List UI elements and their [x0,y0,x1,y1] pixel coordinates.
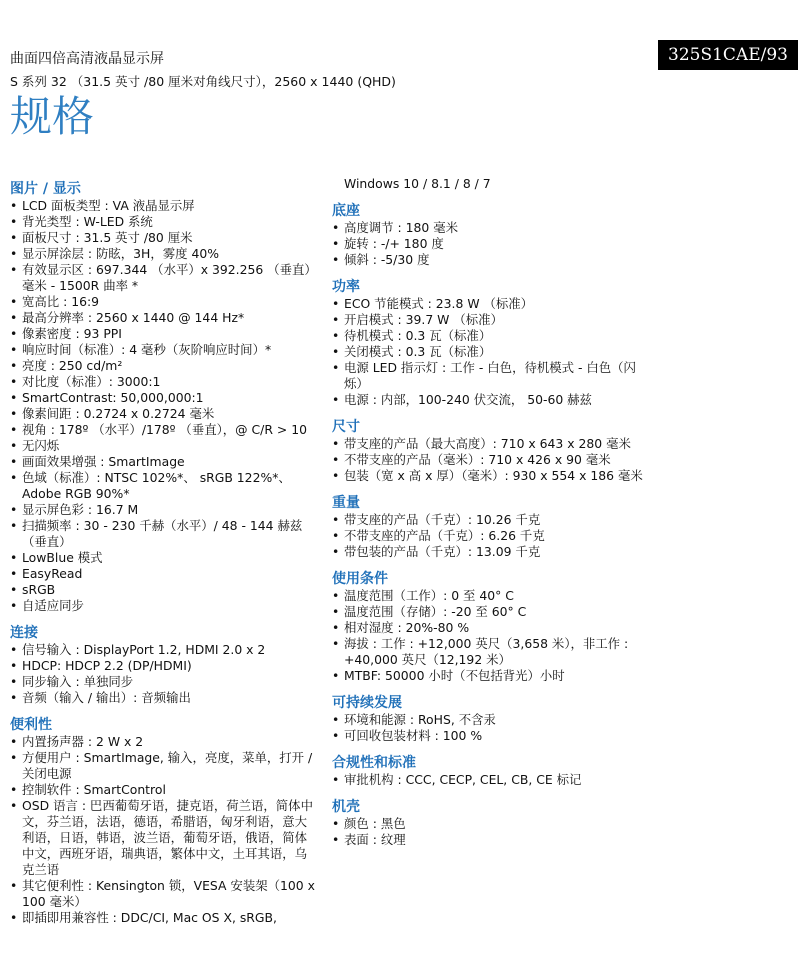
spec-item: • 包装（宽 x 高 x 厚）（毫米）: 930 x 554 x 186 毫米 [332,468,652,484]
spec-item: • 待机模式 : 0.3 瓦（标准） [332,328,652,344]
spec-item: • 内置扬声器 : 2 W x 2 [10,734,316,750]
spec-item: • 最高分辨率 : 2560 x 1440 @ 144 Hz* [10,310,316,326]
right-spec-column [332,176,652,848]
spec-item: • HDCP: HDCP 2.2 (DP/HDMI) [10,658,316,674]
spec-item: • LCD 面板类型 : VA 液晶显示屏 [10,198,316,214]
spec-item: • 审批机构 : CCC, CECP, CEL, CB, CE 标记 [332,772,652,788]
spec-item: • 亮度 : 250 cd/m² [10,358,316,374]
spec-item: • 即插即用兼容性 : DDC/CI, Mac OS X, sRGB, [10,910,316,926]
spec-item: • 宽高比 : 16:9 [10,294,316,310]
spec-item: • 温度范围（存储）: -20 至 60° C [332,604,652,620]
spec-item: • 环境和能源 : RoHS, 不含汞 [332,712,652,728]
spec-item: • 同步输入 : 单独同步 [10,674,316,690]
spec-item: • 不带支座的产品（千克）: 6.26 千克 [332,528,652,544]
section-title: 合规性和标准 [332,755,416,771]
spec-item: • 显示屏色彩 : 16.7 M [10,502,316,518]
spec-item: • 面板尺寸 : 31.5 英寸 /80 厘米 [10,230,316,246]
spec-item: • 表面 : 纹理 [332,832,652,848]
spec-item: • 关闭模式 : 0.3 瓦（标准） [332,344,652,360]
section-title: 底座 [332,203,360,219]
spec-item: • 扫描频率 : 30 - 230 千赫（水平）/ 48 - 144 赫兹（垂直） [10,518,316,550]
section-title: 使用条件 [332,571,388,587]
left-spec-column [10,176,316,926]
product-name: 曲面四倍高清液晶显示屏 [10,51,164,67]
section-title: 功率 [332,279,360,295]
model-number-badge: 325S1CAE/93 [658,40,798,70]
spec-item: • 颜色 : 黑色 [332,816,652,832]
spec-item: • 控制软件 : SmartControl [10,782,316,798]
spec-item: • 高度调节 : 180 毫米 [332,220,652,236]
page-title: 规格 [10,92,95,141]
spec-item: • 响应时间（标准）: 4 毫秒（灰阶响应时间）* [10,342,316,358]
spec-item: • 倾斜 : -5/30 度 [332,252,652,268]
section-title: 连接 [10,625,38,641]
spec-item: • 画面效果增强 : SmartImage [10,454,316,470]
spec-item: • 自适应同步 [10,598,316,614]
spec-item: • EasyRead [10,566,316,582]
spec-item: • 显示屏涂层 : 防眩，3H，雾度 40% [10,246,316,262]
spec-item: • 相对湿度 : 20%-80 % [332,620,652,636]
spec-item: • 像素间距 : 0.2724 x 0.2724 毫米 [10,406,316,422]
section-title: 图片 / 显示 [10,181,81,197]
spec-item: • 旋转 : -/+ 180 度 [332,236,652,252]
spec-item: • sRGB [10,582,316,598]
spec-item: • 海拔 : 工作 : +12,000 英尺（3,658 米），非工作 : +40,000 英尺（12,192 米） [332,636,652,668]
spec-item: • SmartContrast: 50,000,000:1 [10,390,316,406]
spec-item: • 无闪烁 [10,438,316,454]
spec-item: • 方便用户 : SmartImage, 输入，亮度，菜单，打开 / 关闭电源 [10,750,316,782]
spec-item: • 背光类型 : W-LED 系统 [10,214,316,230]
section-title: 机壳 [332,799,360,815]
spec-item: • MTBF: 50000 小时（不包括背光）小时 [332,668,652,684]
spec-item: • 色域（标准）: NTSC 102%*、 sRGB 122%*、Adobe RGB 90%* [10,470,316,502]
spec-item: • 视角 : 178º （水平）/178º （垂直），@ C/R > 10 [10,422,316,438]
spec-item: • 电源 : 内部，100-240 伏交流， 50-60 赫兹 [332,392,652,408]
spec-item: • 像素密度 : 93 PPI [10,326,316,342]
spec-item: • 不带支座的产品（毫米）: 710 x 426 x 90 毫米 [332,452,652,468]
spec-item: • 开启模式 : 39.7 W （标准） [332,312,652,328]
spec-item: • 可回收包装材料 : 100 % [332,728,652,744]
spec-item: • 带包装的产品（千克）: 13.09 千克 [332,544,652,560]
spec-item: • 电源 LED 指示灯 : 工作 - 白色，待机模式 - 白色（闪烁） [332,360,652,392]
spec-item: • 其它便利性 : Kensington 锁，VESA 安装架（100 x 100 毫米） [10,878,316,910]
spec-item: • 音频（输入 / 输出）: 音频输出 [10,690,316,706]
spec-item: • 有效显示区 : 697.344 （水平）x 392.256 （垂直）毫米 - 1500R 曲率 * [10,262,316,294]
spec-item: • 温度范围（工作）: 0 至 40° C [332,588,652,604]
spec-item: • OSD 语言 : 巴西葡萄牙语，捷克语，荷兰语，简体中文，芬兰语，法语，德语，希腊语，匈牙利语，意大利语，日语，韩语，波兰语，葡萄牙语，俄语，简体中文，西班牙语，瑞典语，繁体中文，土耳其语，乌克兰语 [10,798,316,878]
spec-item: • 带支座的产品（最大高度）: 710 x 643 x 280 毫米 [332,436,652,452]
spec-item: • 对比度（标准）: 3000:1 [10,374,316,390]
spec-item: • ECO 节能模式 : 23.8 W （标准） [332,296,652,312]
spec-item: • 带支座的产品（千克）: 10.26 千克 [332,512,652,528]
continuation-text: Windows 10 / 8.1 / 8 / 7 [344,176,491,191]
series-line: S 系列 32 （31.5 英寸 /80 厘米对角线尺寸），2560 x 1440 (QHD) [10,74,396,89]
spec-item: • 信号输入 : DisplayPort 1.2, HDMI 2.0 x 2 [10,642,316,658]
section-title: 重量 [332,495,360,511]
section-title: 尺寸 [332,419,360,435]
spec-item: • LowBlue 模式 [10,550,316,566]
section-title: 便利性 [10,717,52,733]
section-title: 可持续发展 [332,695,402,711]
